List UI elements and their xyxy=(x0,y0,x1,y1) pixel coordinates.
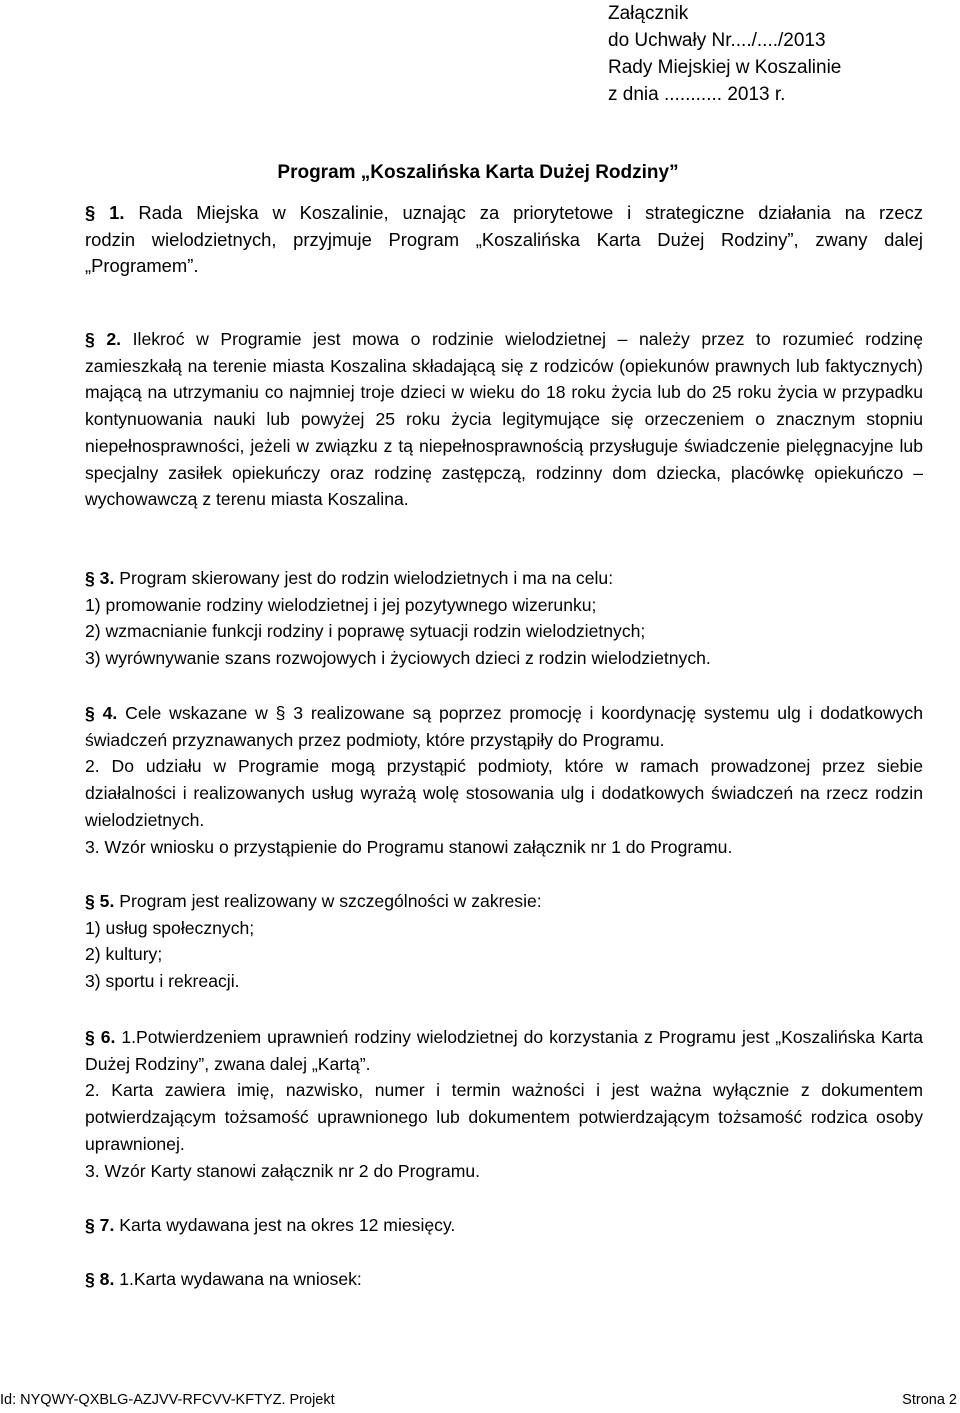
section-7-text: Karta wydawana jest na okres 12 miesięcy. xyxy=(119,1215,456,1235)
section-5-intro-line xyxy=(85,888,923,915)
header-line-1: Załącznik xyxy=(608,3,689,24)
section-5-mark: § 5. xyxy=(85,891,115,911)
section-7-mark: § 7. xyxy=(85,1215,115,1235)
section-4-paragraph-3: 3. Wzór wniosku o przystąpienie do Programu stanowi załącznik nr 1 do Programu. xyxy=(85,836,733,857)
section-3-item-3: 3) wyrównywanie szans rozwojowych i życiowych dzieci z rodzin wielodzietnych. xyxy=(85,648,711,669)
document-id: Id: NYQWY-QXBLG-AZJVV-RFCVV-KFTYZ. Projekt xyxy=(0,1392,335,1408)
section-1-line-3 xyxy=(85,253,923,280)
section-1 xyxy=(85,200,923,280)
section-3 xyxy=(85,565,923,672)
section-5-item-2: 2) kultury; xyxy=(85,944,163,965)
header-line-2: do Uchwały Nr..../..../2013 xyxy=(608,30,826,51)
section-1-text-3: „Programem”. xyxy=(85,255,199,277)
section-1-mark: § 1. xyxy=(85,202,125,223)
document-title xyxy=(0,159,960,186)
header-line-3: Rady Miejskiej w Koszalinie xyxy=(608,57,842,78)
section-2 xyxy=(85,326,923,513)
section-7-line xyxy=(85,1212,923,1239)
section-8-line xyxy=(85,1266,923,1293)
section-4-mark: § 4. xyxy=(85,703,118,723)
section-1-text-2: rodzin wielodzietnych, przyjmuje Program „Koszalińska Karta Dużej Rodziny”, zwany dalej xyxy=(85,228,923,250)
section-7 xyxy=(85,1212,923,1239)
section-5-intro: Program jest realizowany w szczególności w zakresie: xyxy=(119,891,542,911)
section-2-mark: § 2. xyxy=(85,329,122,349)
section-6-paragraph-3: 3. Wzór Karty stanowi załącznik nr 2 do Programu. xyxy=(85,1160,481,1181)
section-3-item-1: 1) promowanie rodziny wielodzietnej i jej pozytywnego wizerunku; xyxy=(85,594,597,615)
section-1-line-2 xyxy=(85,227,923,254)
section-8-text: 1.Karta wydawana na wniosek: xyxy=(119,1269,362,1289)
section-2-paragraph xyxy=(85,326,923,513)
section-1-text-1: Rada Miejska w Koszalinie, uznając za priorytetowe i strategiczne działania na rzecz xyxy=(138,202,923,223)
section-2-text: Ilekroć w Programie jest mowa o rodzinie wielodzietnej – należy przez to rozumieć rodzinę zamieszkałą na terenie miasta Koszalina składającą się z rodziców (opiekunów prawnych lub faktycznych) mającą na utrzymaniu co najmniej troje dzieci w wieku do 18 roku życia lub do 25 roku życia w przypadku kontynuowania nauki lub powyżej 25 roku życia legitymujące się orzeczeniem o znacznym stopniu niepełnosprawności, jeżeli w związku z tą niepełnosprawnością przysługuje świadczenie pielęgnacyjne lub specjalny zasiłek opiekuńczy oraz rodzinę zastępczą, rodzinny dom dziecka, placówkę opiekuńczo – wychowawczą z terenu miasta Koszalina. xyxy=(85,329,923,510)
section-6-paragraph-2: 2. Karta zawiera imię, nazwisko, numer i termin ważności i jest ważna wyłącznie z dokumentem potwierdzającym tożsamość uprawnionego lub dokumentem potwierdzającym tożsamość rodzica osoby uprawnionej. xyxy=(85,1080,923,1154)
section-3-intro-line xyxy=(85,565,923,592)
section-4-paragraph-2: 2. Do udziału w Programie mogą przystąpić podmioty, które w ramach prowadzonej przez siebie działalności i realizowanych usług wyrażą wolę stosowania ulg i dodatkowych świadczeń na rzecz rodzin wielodzietnych. xyxy=(85,756,923,830)
section-4-text-1: Cele wskazane w § 3 realizowane są poprzez promocję i koordynację systemu ulg i dodatkowych świadczeń przyznawanych przez podmioty, które przystąpiły do Programu. xyxy=(85,703,923,750)
section-3-item-2: 2) wzmacnianie funkcji rodziny i poprawę sytuacji rodzin wielodzietnych; xyxy=(85,621,646,642)
section-6-text-1: 1.Potwierdzeniem uprawnień rodziny wielodzietnej do korzystania z Programu jest „Koszalińska Karta Dużej Rodziny”, zwana dalej „Kartą”. xyxy=(85,1027,923,1074)
section-3-intro: Program skierowany jest do rodzin wielodzietnych i ma na celu: xyxy=(119,568,614,588)
section-4 xyxy=(85,700,923,860)
section-6-paragraph-1 xyxy=(85,1024,923,1077)
section-5-item-1: 1) usług społecznych; xyxy=(85,917,255,938)
page-number: Strona 2 xyxy=(902,1392,957,1408)
section-1-line-1 xyxy=(85,200,923,227)
section-4-paragraph-1 xyxy=(85,700,923,753)
section-8-mark: § 8. xyxy=(85,1269,115,1289)
section-6 xyxy=(85,1024,923,1184)
section-3-mark: § 3. xyxy=(85,568,115,588)
section-8 xyxy=(85,1266,923,1293)
attachment-header xyxy=(608,0,841,108)
section-5-item-3: 3) sportu i rekreacji. xyxy=(85,971,240,992)
section-6-mark: § 6. xyxy=(85,1027,116,1047)
section-5 xyxy=(85,888,923,995)
document-title-text: Program „Koszalińska Karta Dużej Rodziny” xyxy=(277,162,679,183)
header-line-4: z dnia ........... 2013 r. xyxy=(608,84,786,105)
